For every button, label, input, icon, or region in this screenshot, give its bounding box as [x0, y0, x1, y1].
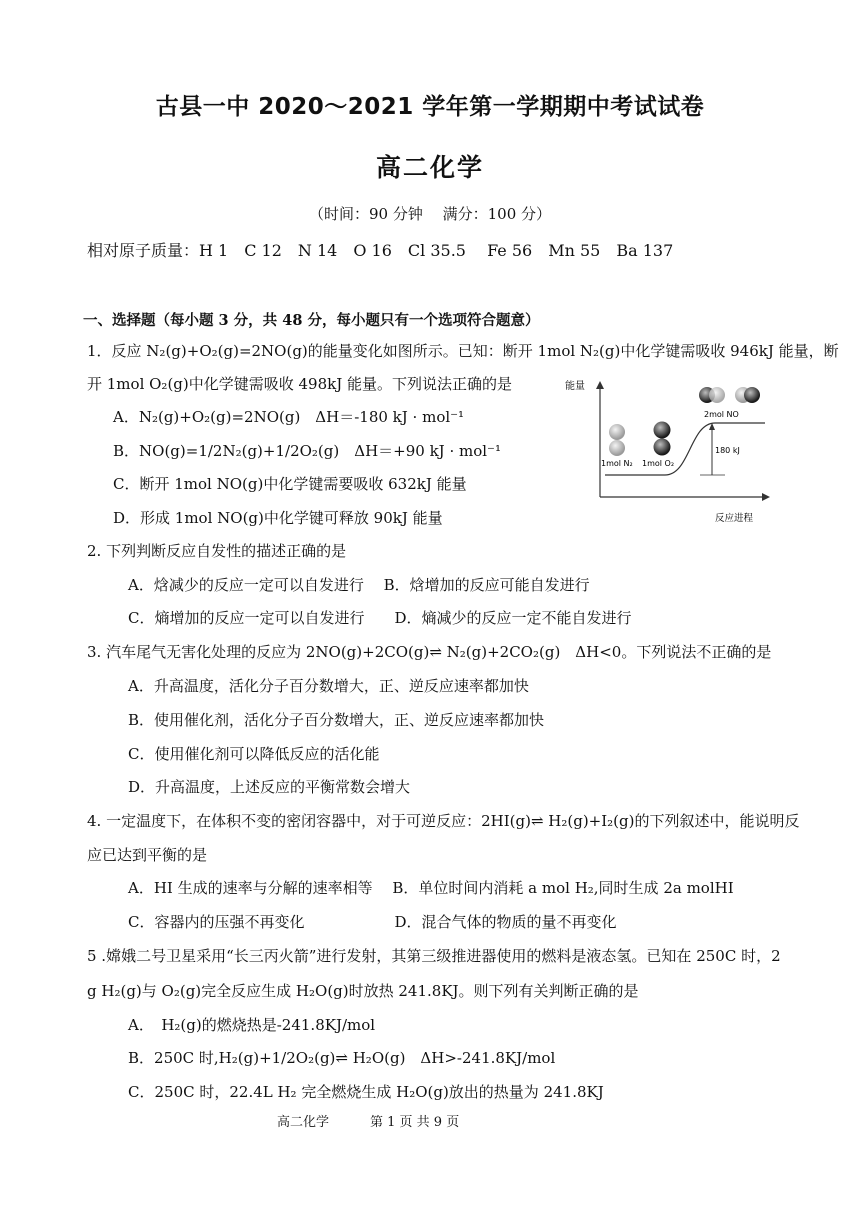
exam-title: 古县一中 2020～2021 学年第一学期期中考试试卷 [155, 94, 705, 120]
q4-options-row1: A．HI 生成的速率与分解的速率相等 B．单位时间内消耗 a mol H₂,同时生成 2a molHI [128, 879, 734, 897]
energy-label: 180 kJ [715, 446, 740, 455]
no-label: 2mol NO [704, 410, 739, 419]
no1-atom-n [709, 387, 725, 403]
x-axis-arrow [762, 493, 770, 501]
q5-stem-line1: 5 .嫦娥二号卫星采用“长三丙火箭”进行发射，其第三级推进器使用的燃料是液态氢。已知在 250C 时，2 [87, 947, 781, 965]
q5-stem-line2: g H₂(g)与 O₂(g)完全反应生成 H₂O(g)时放热 241.8KJ。则下列有关判断正确的是 [87, 982, 639, 1000]
energy-diagram [565, 375, 790, 525]
x-axis-label: 反应进程 [715, 513, 754, 524]
footer-page: 第 1 页 共 9 页 [370, 1115, 460, 1130]
q5-option-b: B．250C 时,H₂(g)+1/2O₂(g)⇌ H₂O(g) ΔH>-241.8KJ/mol [128, 1049, 556, 1067]
q2-options-row1: A．焓减少的反应一定可以自发进行 B．焓增加的反应可能自发进行 [128, 576, 590, 594]
q1-option-d: D．形成 1mol NO(g)中化学键可释放 90kJ 能量 [113, 509, 443, 527]
q3-stem: 3. 汽车尾气无害化处理的反应为 2NO(g)+2CO(g)⇌ N₂(g)+2CO₂(g) ΔH<0。下列说法不正确的是 [87, 643, 772, 661]
q4-options-row2: C．容器内的压强不再变化 D．混合气体的物质的量不再变化 [128, 913, 617, 931]
q3-option-c: C．使用催化剂可以降低反应的活化能 [128, 745, 380, 763]
q1-option-a: A．N₂(g)+O₂(g)=2NO(g) ΔH＝-180 kJ · mol⁻¹ [113, 408, 465, 426]
o2-atom-bottom [654, 439, 671, 456]
atomic-masses: 相对原子质量：H 1 C 12 N 14 O 16 Cl 35.5 Fe 56 Mn 55 Ba 137 [87, 241, 674, 260]
q1-stem-line2: 开 1mol O₂(g)中化学键需吸收 498kJ 能量。下列说法正确的是 [87, 375, 513, 393]
o2-atom-top [654, 422, 671, 439]
q3-option-b: B．使用催化剂，活化分子百分数增大，正、逆反应速率都加快 [128, 711, 545, 729]
q4-stem-line2: 应已达到平衡的是 [87, 846, 208, 864]
n2-label: 1mol N₂ [601, 459, 633, 468]
q3-option-d: D．升高温度，上述反应的平衡常数会增大 [128, 778, 411, 796]
y-axis-label: 能量 [565, 381, 585, 392]
q1-stem-line1: 1．反应 N₂(g)+O₂(g)=2NO(g)的能量变化如图所示。已知：断开 1mol N₂(g)中化学键需吸收 946kJ 能量，断 [87, 342, 839, 360]
q3-option-a: A．升高温度，活化分子百分数增大，正、逆反应速率都加快 [128, 677, 529, 695]
q1-option-b: B．NO(g)=1/2N₂(g)+1/2O₂(g) ΔH＝+90 kJ · mol⁻¹ [113, 442, 501, 460]
no2-atom-o [744, 387, 760, 403]
q2-options-row2: C．熵增加的反应一定可以自发进行 D．熵减少的反应一定不能自发进行 [128, 609, 632, 627]
q1-option-c: C．断开 1mol NO(g)中化学键需要吸收 632kJ 能量 [113, 475, 467, 493]
footer-subject: 高二化学 [277, 1115, 330, 1130]
q5-option-c: C．250C 时，22.4L H₂ 完全燃烧生成 H₂O(g)放出的热量为 241.8KJ [128, 1083, 604, 1101]
n2-atom-bottom [609, 440, 625, 456]
section-heading: 一、选择题（每小题 3 分，共 48 分，每小题只有一个选项符合题意） [83, 312, 540, 329]
o2-label: 1mol O₂ [642, 459, 675, 468]
subject-title: 高二化学 [375, 153, 484, 182]
q2-stem: 2. 下列判断反应自发性的描述正确的是 [87, 542, 347, 560]
n2-atom-top [609, 424, 625, 440]
energy-diagram-svg [565, 375, 790, 525]
y-axis-arrow [596, 381, 604, 389]
q4-stem-line1: 4. 一定温度下，在体积不变的密闭容器中，对于可逆反应：2HI(g)⇌ H₂(g)+I₂(g)的下列叙述中，能说明反 [87, 812, 800, 830]
time-info: （时间：90 分钟 满分：100 分） [308, 205, 552, 223]
q5-option-a: A． H₂(g)的燃烧热是-241.8KJ/mol [128, 1016, 376, 1034]
